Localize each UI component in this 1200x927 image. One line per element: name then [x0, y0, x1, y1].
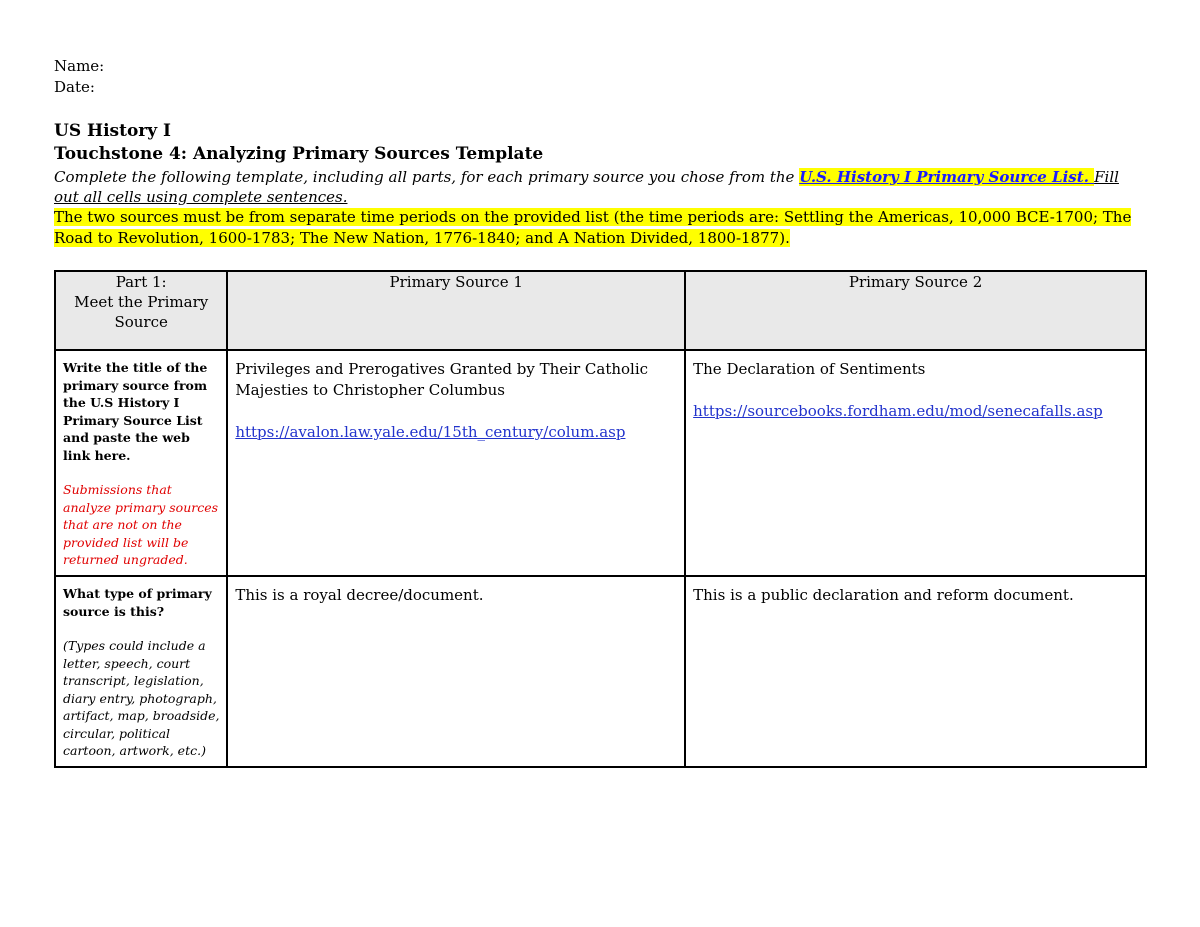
instructions-after-link: . — [1083, 168, 1095, 186]
table-row — [55, 576, 1146, 767]
instructions-tail: Fill out all cells using complete sentences. — [54, 168, 1119, 206]
name-label: Name: — [54, 57, 105, 75]
course-title: US History I — [54, 121, 172, 141]
title-question: Write the title of the primary source from the U.S History I Primary Source List and paste the web link here. — [63, 360, 208, 463]
time-period-note: The two sources must be from separate time periods on the provided list (the time periods are: Settling the Americas, 10,000 BCE-1700; The Road to Revolution, 1600-1783; The New Nation, 1776-1840; and A Nation Divided, 1800-1877). — [54, 208, 1132, 247]
source2-link[interactable]: https://sourcebooks.fordham.edu/mod/senecafalls.asp — [693, 402, 1103, 420]
type-question: What type of primary source is this? — [63, 586, 212, 619]
type-examples: (Types could include a letter, speech, court transcript, legislation, diary entry, photograph, artifact, map, broadside, circular, political cartoon, artwork, etc.) — [63, 638, 220, 758]
table-row — [55, 350, 1146, 576]
source1-type-answer: This is a royal decree/document. — [235, 586, 484, 604]
document-page — [54, 56, 1146, 249]
source1-link[interactable]: https://avalon.law.yale.edu/15th_century/colum.asp — [235, 423, 626, 441]
source1-title: Privileges and Prerogatives Granted by Their Catholic Majesties to Christopher Columbus — [235, 360, 649, 399]
source2-title-cell[interactable] — [685, 350, 1146, 576]
primary-source-table — [54, 270, 1147, 768]
source1-title-cell[interactable] — [227, 350, 685, 576]
source2-title: The Declaration of Sentiments — [693, 360, 926, 378]
source1-header: Primary Source 1 — [227, 271, 685, 350]
instructions-lead: Complete the following template, including all parts, for each primary source you chose from the — [54, 168, 800, 186]
title-label-cell — [55, 350, 227, 576]
source1-type-cell[interactable] — [227, 576, 685, 767]
part-header: Part 1: Meet the Primary Source — [55, 271, 227, 350]
table-header-row — [55, 271, 1146, 350]
source2-type-cell[interactable] — [685, 576, 1146, 767]
date-label: Date: — [54, 78, 95, 96]
touchstone-title: Touchstone 4: Analyzing Primary Sources Template — [54, 144, 544, 164]
source2-type-answer: This is a public declaration and reform document. — [693, 586, 1074, 604]
type-label-cell — [55, 576, 227, 767]
primary-source-list-link[interactable]: U.S. History I Primary Source List — [799, 168, 1084, 186]
source2-header: Primary Source 2 — [685, 271, 1146, 350]
instructions — [54, 167, 1146, 207]
submission-warning: Submissions that analyze primary sources that are not on the provided list will be returned ungraded. — [63, 482, 219, 567]
